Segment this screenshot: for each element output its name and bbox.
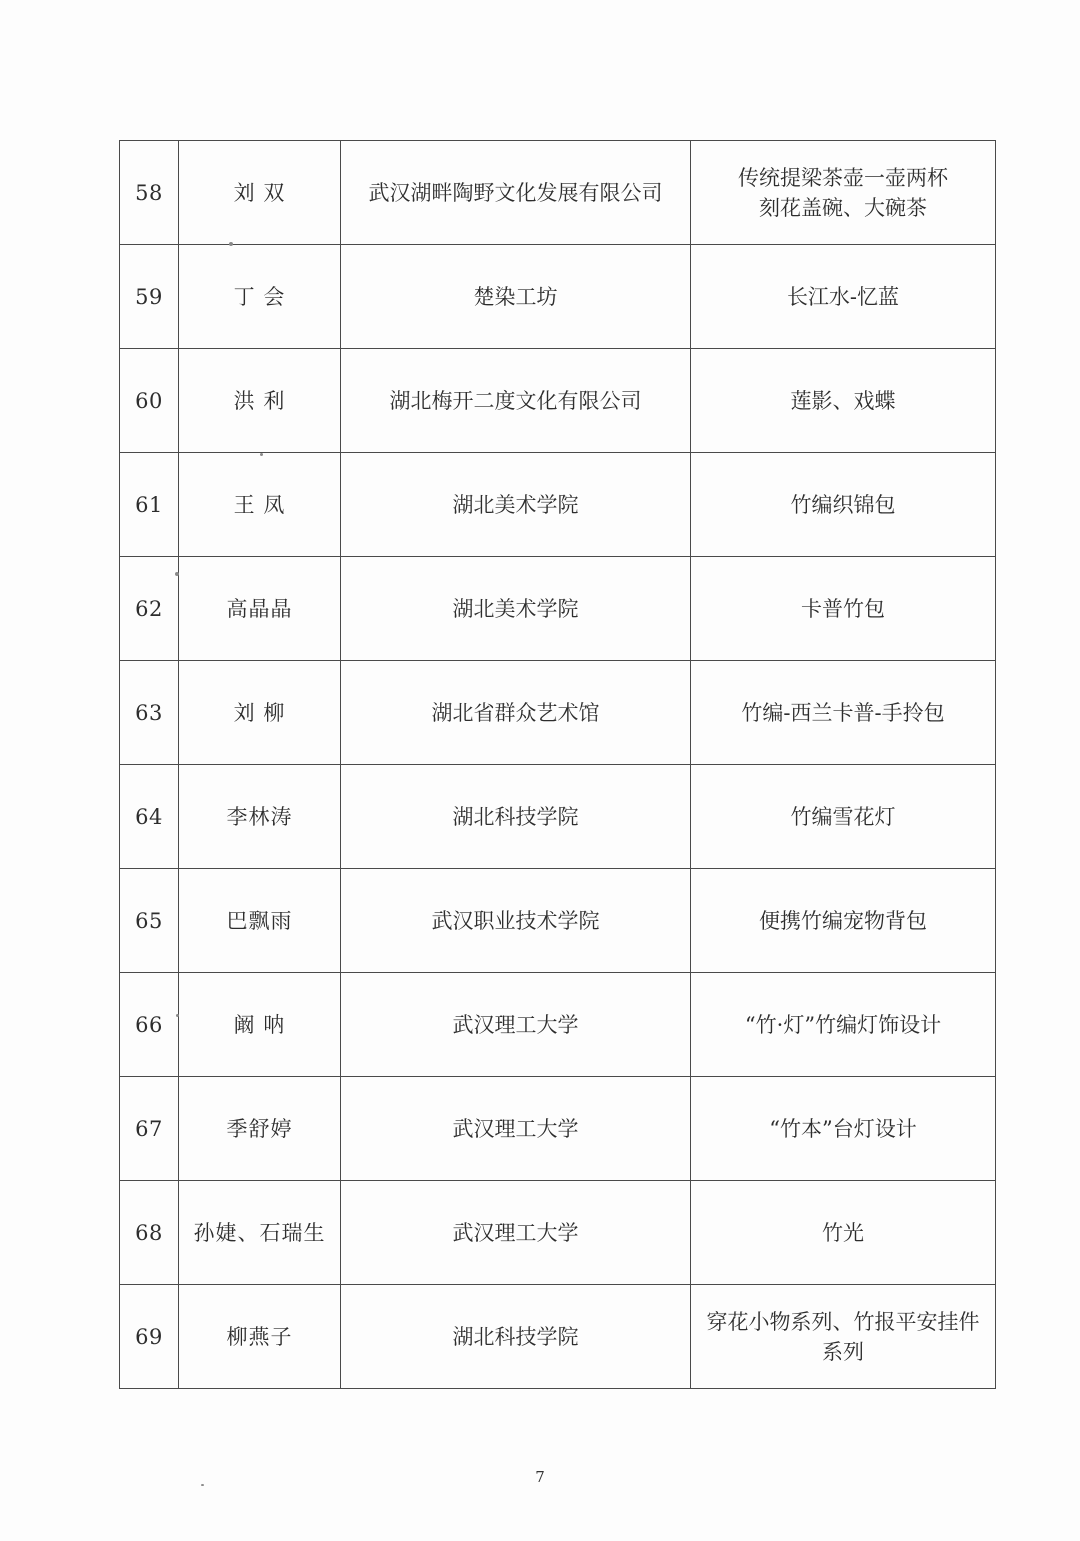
- work-title: 传统提梁茶壶一壶两杯 刻花盖碗、大碗茶: [691, 141, 996, 245]
- row-number: 66: [120, 973, 179, 1077]
- table-row: [120, 869, 996, 973]
- work-title: “竹本”台灯设计: [691, 1077, 996, 1181]
- author-name: 孙婕、石瑞生: [179, 1181, 341, 1285]
- work-title: “竹·灯”竹编灯饰设计: [691, 973, 996, 1077]
- work-title: 竹光: [691, 1181, 996, 1285]
- organization: 湖北科技学院: [341, 765, 691, 869]
- organization: 湖北美术学院: [341, 557, 691, 661]
- organization: 武汉理工大学: [341, 1077, 691, 1181]
- author-name: 刘 柳: [179, 661, 341, 765]
- work-title: 长江水-忆蓝: [691, 245, 996, 349]
- table-row: [120, 349, 996, 453]
- scan-speck: [176, 1014, 179, 1017]
- scan-speck: [229, 242, 233, 246]
- organization: 武汉职业技术学院: [341, 869, 691, 973]
- row-number: 61: [120, 453, 179, 557]
- table-row: [120, 1181, 996, 1285]
- organization: 武汉湖畔陶野文化发展有限公司: [341, 141, 691, 245]
- organization: 湖北省群众艺术馆: [341, 661, 691, 765]
- author-name: 丁 会: [179, 245, 341, 349]
- author-name: 刘 双: [179, 141, 341, 245]
- author-name: 巴飘雨: [179, 869, 341, 973]
- work-title: 竹编雪花灯: [691, 765, 996, 869]
- row-number: 64: [120, 765, 179, 869]
- organization: 楚染工坊: [341, 245, 691, 349]
- table-row: [120, 661, 996, 765]
- author-name: 李林涛: [179, 765, 341, 869]
- work-title: 便携竹编宠物背包: [691, 869, 996, 973]
- author-name: 柳燕子: [179, 1285, 341, 1389]
- author-name: 高晶晶: [179, 557, 341, 661]
- author-name: 洪 利: [179, 349, 341, 453]
- organization: 武汉理工大学: [341, 1181, 691, 1285]
- row-number: 67: [120, 1077, 179, 1181]
- scan-speck: [175, 572, 179, 576]
- table-row: [120, 765, 996, 869]
- author-name: 季舒婷: [179, 1077, 341, 1181]
- work-title: 竹编织锦包: [691, 453, 996, 557]
- author-name: 阚 呐: [179, 973, 341, 1077]
- table-row: [120, 453, 996, 557]
- award-table: [119, 140, 996, 1389]
- scan-speck: [260, 453, 263, 456]
- row-number: 65: [120, 869, 179, 973]
- table-row: [120, 141, 996, 245]
- table-row: [120, 1077, 996, 1181]
- table-row: [120, 245, 996, 349]
- work-title: 穿花小物系列、竹报平安挂件 系列: [691, 1285, 996, 1389]
- row-number: 60: [120, 349, 179, 453]
- row-number: 69: [120, 1285, 179, 1389]
- row-number: 68: [120, 1181, 179, 1285]
- organization: 武汉理工大学: [341, 973, 691, 1077]
- work-title: 卡普竹包: [691, 557, 996, 661]
- row-number: 63: [120, 661, 179, 765]
- table-row: [120, 973, 996, 1077]
- row-number: 58: [120, 141, 179, 245]
- table-row: [120, 1285, 996, 1389]
- scan-speck: [201, 1484, 204, 1486]
- work-title: 莲影、戏蝶: [691, 349, 996, 453]
- work-title: 竹编-西兰卡普-手拎包: [691, 661, 996, 765]
- organization: 湖北美术学院: [341, 453, 691, 557]
- table-row: [120, 557, 996, 661]
- organization: 湖北科技学院: [341, 1285, 691, 1389]
- page-number: 7: [535, 1468, 545, 1486]
- row-number: 59: [120, 245, 179, 349]
- author-name: 王 凤: [179, 453, 341, 557]
- row-number: 62: [120, 557, 179, 661]
- organization: 湖北梅开二度文化有限公司: [341, 349, 691, 453]
